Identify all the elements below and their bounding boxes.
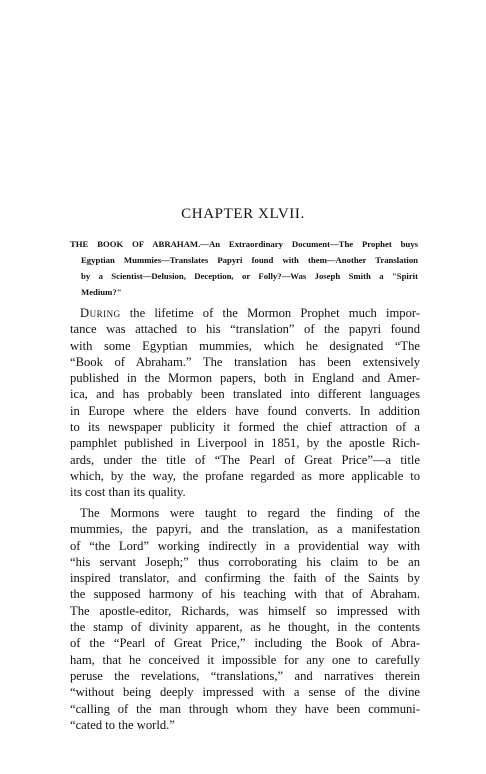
paragraph-line: peruse the revelations, “translations,” and narratives therein [70,668,420,683]
chapter-summary [70,236,418,300]
summary-line: Egyptian Mummies—Translates Papyri found with them—Another Translation [81,255,418,265]
paragraph-line: “without being deeply impressed with a sense of the divine [70,685,420,700]
paragraph-line: ham, that he conceived it impossible for any one to carefully [70,652,420,667]
paragraph-line: tance was attached to his “translation” of the papyri found [70,322,420,337]
paragraph-line: which, by the way, the profane regarded as more applicable to [70,468,420,483]
paragraph-line: “cated to the world.” [70,717,175,732]
summary-line: Medium?" [81,287,122,297]
paragraph-line: mummies, the papyri, and the translation, as a manifestation [70,522,420,537]
paragraph-line: ards, under the title of “The Pearl of Great Price”—a title [70,452,420,467]
paragraph-line: The Mormons were taught to regard the finding of the [80,506,420,520]
paragraph-line: ica, and has probably been translated into different languages [70,387,420,402]
summary-line: by a Scientist—Delusion, Deception, or Folly?—Was Joseph Smith a "Spirit [81,271,418,281]
paragraph-line: “Book of Abraham.” The translation has been extensively [70,354,420,369]
paragraph-2 [70,505,420,733]
paragraph-line: The apostle-editor, Richards, was himself so impressed with [70,603,420,618]
summary-line: THE BOOK OF ABRAHAM.—An Extraordinary Document—The Prophet buys [70,239,418,249]
paragraph-line: published in the Mormon papers, both in England and Amer- [70,371,420,386]
paragraph-line: pamphlet published in Liverpool in 1851, by the apostle Rich- [70,436,420,451]
paragraph-line: “calling of the man through whom they have been communi- [70,701,420,716]
paragraph-line-text: the lifetime of the Mormon Prophet much impor- [120,306,420,320]
paragraph-line: with some Egyptian mummies, which he designated “The [70,338,420,353]
paragraph-1 [70,305,420,501]
paragraph-line: its cost than its quality. [70,485,186,500]
paragraph-line: of “the Lord” working indirectly in a providential way with [70,538,420,553]
paragraph-line: of the “Pearl of Great Price,” including the Book of Abra- [70,636,420,651]
paragraph-line: the supposed harmony of his teaching with that of Abraham. [70,587,420,602]
paragraph-line: “his servant Joseph;” thus corroborating his claim to be an [70,554,420,569]
paragraph-line: inspired translator, and confirming the faith of the Saints by [70,571,420,586]
paragraph-line: in Europe where the elders have found converts. In addition [70,403,420,418]
paragraph-line [70,305,420,321]
drop-word: During [80,306,121,320]
paragraph-line: to its newspaper publicity it formed the chief attraction of a [70,420,420,435]
paragraph-line: the stamp of divinity apparent, as he thought, in the contents [70,620,420,635]
chapter-title: CHAPTER XLVII. [181,206,305,222]
